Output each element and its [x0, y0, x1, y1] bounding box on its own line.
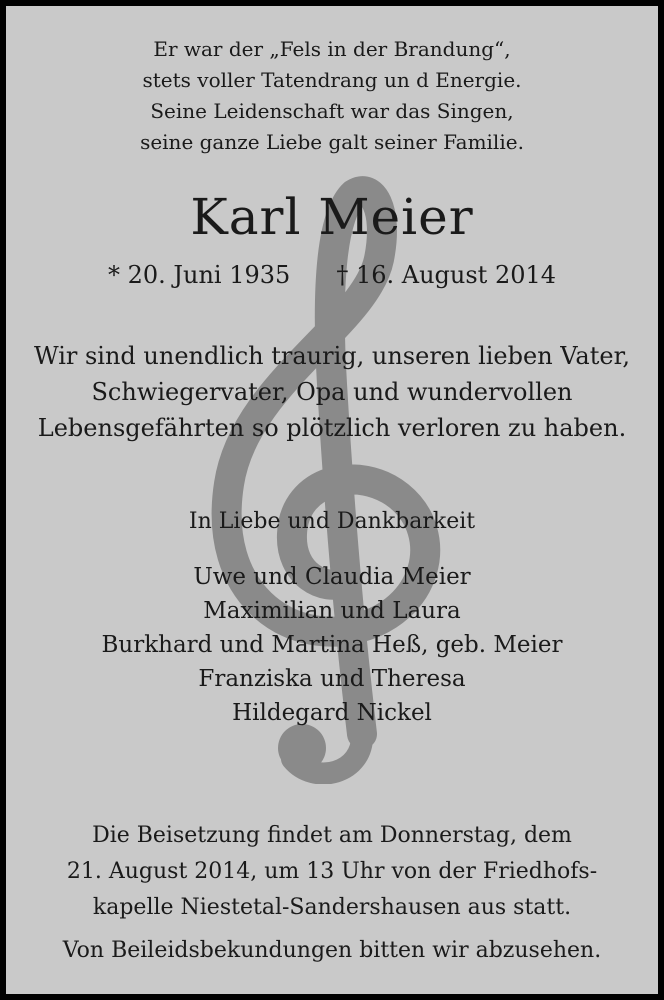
thanks-line: In Liebe und Dankbarkeit — [188, 509, 476, 534]
family-member: Maximilian und Laura — [203, 598, 461, 624]
funeral-line: Die Beisetzung findet am Donnerstag, dem — [92, 823, 572, 848]
mourning-message — [6, 338, 658, 446]
death-date: † 16. August 2014 — [336, 261, 557, 289]
family-member: Uwe und Claudia Meier — [193, 564, 471, 590]
message-line: Schwiegervater, Opa und wundervollen — [91, 378, 573, 406]
birth-date: * 20. Juni 1935 — [107, 261, 291, 289]
life-dates — [6, 258, 658, 292]
funeral-line: 21. August 2014, um 13 Uhr von der Friedhofs- — [66, 859, 598, 884]
poem-line: Er war der „Fels in der Brandung“, — [153, 37, 511, 61]
family-member: Franziska und Theresa — [198, 666, 466, 692]
message-line: Lebensgefährten so plötzlich verloren zu haben. — [37, 414, 627, 442]
family-member: Hildegard Nickel — [232, 700, 432, 726]
funeral-line: kapelle Niestetal-Sandershausen aus statt. — [92, 895, 572, 920]
deceased-name: Karl Meier — [190, 188, 474, 246]
closing-note: Von Beileidsbekundungen bitten wir abzusehen. — [62, 938, 602, 963]
family-member: Burkhard und Martina Heß, geb. Meier — [101, 632, 563, 658]
poem-line: stets voller Tatendrang un d Energie. — [142, 68, 522, 92]
poem-line: seine ganze Liebe galt seiner Familie. — [140, 130, 524, 154]
family-list — [6, 560, 658, 730]
funeral-notice — [6, 818, 658, 926]
obituary-card — [6, 6, 658, 994]
message-line: Wir sind unendlich traurig, unseren lieben Vater, — [33, 342, 631, 370]
poem-line: Seine Leidenschaft war das Singen, — [150, 99, 514, 123]
poem-verse — [6, 34, 658, 158]
